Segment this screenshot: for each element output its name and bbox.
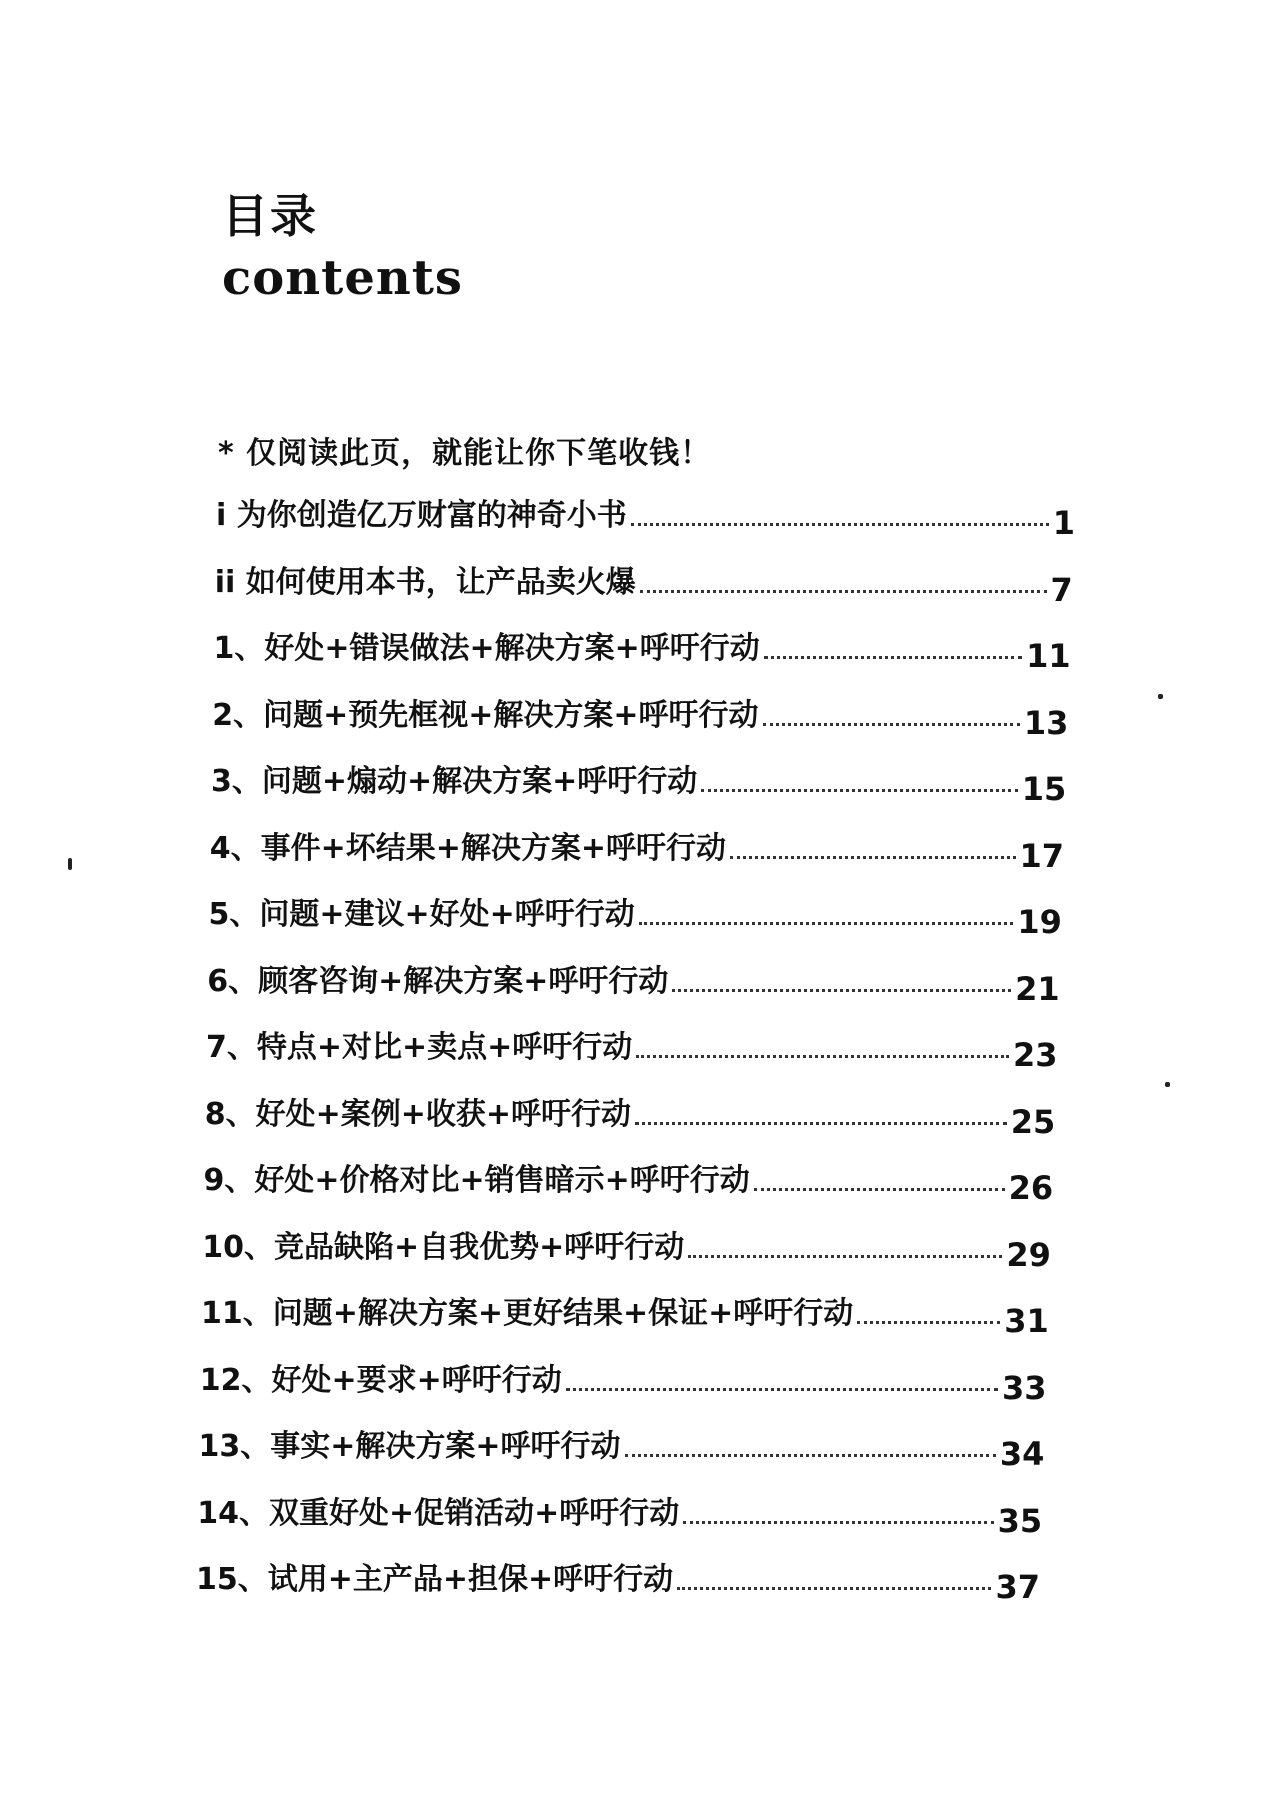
page-title: 目录	[222, 189, 318, 243]
toc-entry-label: 8、好处+案例+收获+呼吁行动	[204, 1096, 632, 1132]
toc-entry	[211, 756, 1067, 808]
toc-entry-label: 15、试用+主产品+担保+呼吁行动	[196, 1562, 674, 1597]
toc-entry-label: i 为你创造亿万财富的神奇小书	[216, 498, 627, 533]
scan-speck	[1165, 1082, 1170, 1087]
dot-leader	[631, 523, 1049, 526]
toc-entry	[207, 956, 1060, 1008]
dot-leader	[701, 789, 1017, 792]
dot-leader	[640, 590, 1047, 593]
toc-entry-page: 35	[997, 1501, 1043, 1540]
toc-entry-page: 1	[1052, 504, 1075, 542]
toc-entry-label: 9、好处+价格对比+销售暗示+呼吁行动	[203, 1163, 750, 1198]
dot-leader	[764, 656, 1022, 659]
toc-entry-label: ii 如何使用本书，让产品卖火爆	[214, 564, 636, 600]
toc-entry	[209, 823, 1065, 875]
toc-entry-label: 4、事件+坏结果+解决方案+呼吁行动	[209, 830, 727, 866]
dot-leader	[730, 856, 1015, 859]
toc-entry	[199, 1355, 1047, 1407]
toc-entry-page: 23	[1012, 1036, 1058, 1074]
toc-entry	[214, 557, 1073, 609]
toc-entry	[202, 1222, 1051, 1274]
toc-entry-page: 15	[1021, 770, 1067, 808]
toc-entry-label: 2、问题+预先框视+解决方案+呼吁行动	[212, 697, 759, 733]
dot-leader	[677, 1587, 991, 1590]
toc-entry-page: 33	[1002, 1368, 1047, 1407]
toc-entry-label: 3、问题+煽动+解决方案+呼吁行动	[211, 764, 698, 799]
dot-leader	[636, 1055, 1009, 1058]
toc-entry-page: 11	[1026, 637, 1071, 675]
toc-entry	[213, 623, 1071, 675]
toc-entry-page: 19	[1017, 903, 1062, 941]
dot-leader	[635, 1122, 1007, 1125]
toc-entry	[204, 1089, 1056, 1141]
dot-leader	[683, 1521, 993, 1524]
toc-entry-page: 26	[1008, 1169, 1054, 1207]
toc-entry-label: 1、好处+错误做法+解决方案+呼吁行动	[213, 631, 760, 666]
toc-entry-page: 29	[1006, 1235, 1051, 1274]
toc-entry	[212, 690, 1069, 742]
intro-line: * 仅阅读此页，就能让你下笔收钱！	[218, 436, 712, 471]
dot-leader	[763, 723, 1020, 726]
dot-leader	[639, 922, 1014, 925]
toc-entry-label: 6、顾客咨询+解决方案+呼吁行动	[207, 963, 669, 999]
toc-entry-label: 11、问题+解决方案+更好结果+保证+呼吁行动	[201, 1296, 854, 1331]
toc-entry-label: 10、竞品缺陷+自我优势+呼吁行动	[202, 1229, 685, 1265]
toc-entry-page: 37	[995, 1568, 1040, 1606]
toc-entry	[216, 490, 1075, 542]
toc-entry-label: 13、事实+解决方案+呼吁行动	[198, 1429, 621, 1464]
toc-entry-label: 5、问题+建议+好处+呼吁行动	[208, 897, 635, 932]
dot-leader	[566, 1388, 998, 1391]
scan-speck	[68, 858, 72, 870]
dot-leader	[857, 1321, 1000, 1324]
toc-entry-label: 7、特点+对比+卖点+呼吁行动	[206, 1030, 633, 1065]
toc-entry-page: 31	[1004, 1302, 1049, 1340]
toc-entry-page: 7	[1050, 570, 1073, 609]
page-subtitle: contents	[222, 250, 463, 306]
toc-entry	[198, 1421, 1045, 1473]
toc-entry-page: 21	[1015, 969, 1060, 1008]
toc-entry	[196, 1554, 1040, 1606]
toc-entry-page: 25	[1010, 1102, 1056, 1141]
scan-speck	[1158, 694, 1163, 699]
toc-entry-page: 13	[1023, 703, 1069, 742]
dot-leader	[672, 989, 1011, 992]
toc-entry-page: 34	[999, 1435, 1045, 1473]
dot-leader	[688, 1255, 1002, 1258]
toc-entry-page: 17	[1019, 836, 1065, 875]
dot-leader	[625, 1454, 996, 1457]
toc-entry-label: 14、双重好处+促销活动+呼吁行动	[197, 1495, 680, 1531]
toc-entry	[206, 1022, 1058, 1074]
dot-leader	[754, 1188, 1005, 1191]
toc-entry	[208, 889, 1062, 941]
toc-entry	[203, 1155, 1054, 1207]
toc-entry	[201, 1288, 1049, 1340]
toc-entry	[197, 1488, 1043, 1540]
toc-entry-label: 12、好处+要求+呼吁行动	[199, 1362, 562, 1398]
